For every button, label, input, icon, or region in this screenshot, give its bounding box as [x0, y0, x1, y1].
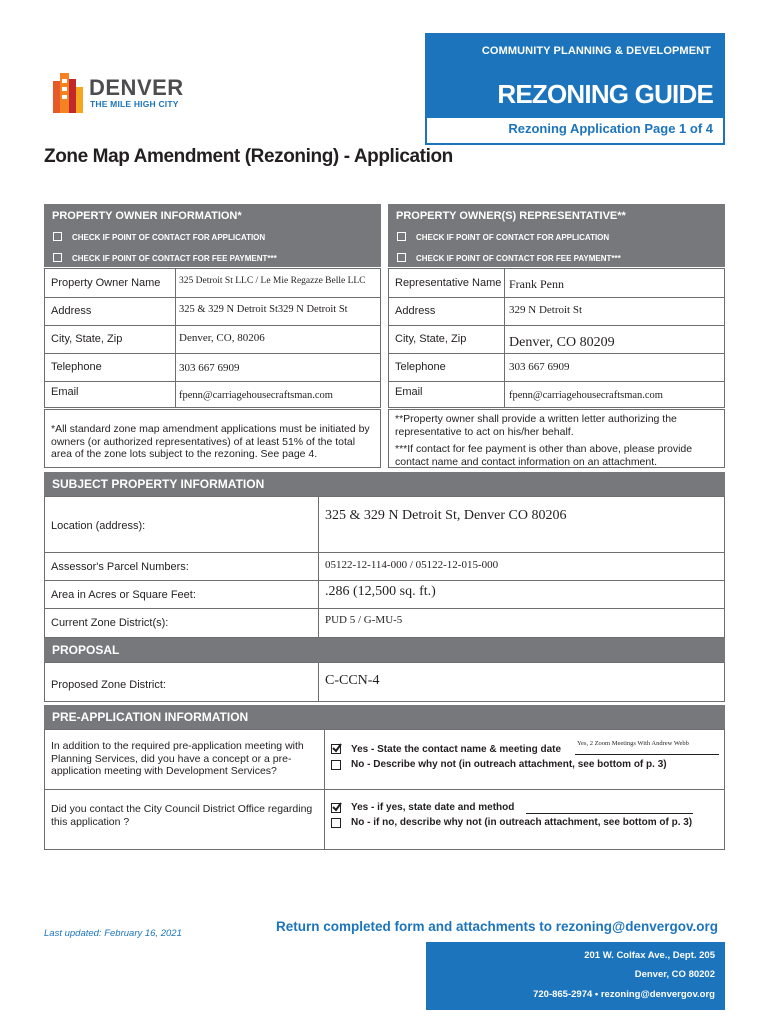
location-label: Location (address): [51, 520, 146, 532]
rep-info-band [388, 204, 725, 267]
q1-yes-checkbox[interactable] [331, 744, 341, 754]
rep-address-field[interactable]: 329 N Detroit St [509, 304, 583, 316]
proposed-zone-field[interactable]: C-CCN-4 [325, 673, 380, 688]
q2-yes-label: Yes - if yes, state date and method [351, 802, 515, 813]
owner-phone-label: Telephone [51, 361, 102, 373]
page-title: Zone Map Amendment (Rezoning) - Application [44, 146, 453, 167]
rep-footnote-box [388, 409, 725, 468]
check-icon [332, 743, 342, 753]
owner-info-band [44, 204, 381, 267]
proposed-zone-label: Proposed Zone District: [51, 679, 166, 691]
q2-no-label: No - if no, describe why not (in outreach attachment, see bottom of p. 3) [351, 817, 693, 828]
owner-name-field[interactable]: 325 Detroit St LLC / Le Mie Regazze Belle LLC [179, 276, 366, 286]
rep-table [388, 268, 725, 408]
footer-address-1: 201 W. Colfax Ave., Dept. 205 [584, 950, 715, 961]
department-name: COMMUNITY PLANNING & DEVELOPMENT [481, 45, 711, 57]
footer-contact-box [426, 942, 725, 1010]
location-field[interactable]: 325 & 329 N Detroit St, Denver CO 80206 [325, 508, 567, 523]
rep-phone-label: Telephone [395, 361, 446, 373]
header-box [425, 33, 725, 145]
owner-contact-checkbox[interactable] [53, 232, 62, 241]
rep-email-label: Email [395, 386, 423, 398]
proposal-heading: PROPOSAL [52, 643, 120, 657]
logo-wordmark: DENVER [89, 75, 184, 100]
subject-band [44, 472, 725, 496]
owner-email-field[interactable]: fpenn@carriagehousecraftsman.com [179, 390, 333, 401]
rep-footnote-2: ***If contact for fee payment is other than above, please provide contact name and contact information on an attachment. [395, 443, 693, 468]
proposal-table [44, 662, 725, 702]
q1-yes-value: Yes, 2 Zoom Meetings With Andrew Webb [577, 740, 689, 747]
parcel-field[interactable]: 05122-12-114-000 / 05122-12-015-000 [325, 559, 499, 571]
last-updated: Last updated: February 16, 2021 [44, 928, 182, 939]
area-field[interactable]: .286 (12,500 sq. ft.) [325, 584, 436, 599]
q1-no-label: No - Describe why not (in outreach attachment, see bottom of p. 3) [351, 759, 667, 770]
current-zone-label: Current Zone District(s): [51, 617, 169, 629]
subject-heading: SUBJECT PROPERTY INFORMATION [52, 477, 265, 491]
subject-table [44, 496, 725, 638]
rep-contact-checkbox-label: CHECK IF POINT OF CONTACT FOR APPLICATION [416, 233, 610, 242]
rep-name-label: Representative Name [395, 277, 502, 289]
parcel-label: Assessor's Parcel Numbers: [51, 561, 189, 573]
rep-name-field[interactable]: Frank Penn [509, 277, 564, 291]
owner-footnote-box [44, 409, 381, 468]
owner-address-label: Address [51, 305, 92, 317]
rep-phone-field[interactable]: 303 667 6909 [509, 361, 570, 373]
rep-footnote-1: **Property owner shall provide a written letter authorizing the representative to act on his/her behalf. [395, 413, 677, 438]
owner-footnote: *All standard zone map amendment applications must be initiated by owners (or authorized representatives) of at least 51% of the total area of the zone lots subject to the rezoning. See page 4. [51, 423, 370, 460]
q1-yes-label: Yes - State the contact name & meeting date [351, 744, 562, 755]
owner-info-heading: PROPERTY OWNER INFORMATION* [52, 210, 242, 222]
footer-contact[interactable]: 720-865-2974 • rezoning@denvergov.org [533, 989, 715, 1000]
rep-email-field[interactable]: fpenn@carriagehousecraftsman.com [509, 390, 663, 401]
q1-yes-field[interactable] [575, 740, 719, 755]
preapp-question-2: Did you contact the City Council District Office regarding this application ? [51, 803, 313, 828]
area-label: Area in Acres or Square Feet: [51, 589, 196, 601]
q1-no-checkbox[interactable] [331, 760, 341, 770]
guide-title: REZONING GUIDE [497, 79, 713, 109]
q2-no-checkbox[interactable] [331, 818, 341, 828]
preapp-table [44, 729, 725, 850]
q2-yes-checkbox[interactable] [331, 803, 341, 813]
owner-phone-field[interactable]: 303 667 6909 [179, 362, 240, 374]
owner-table [44, 268, 381, 408]
preapp-band [44, 705, 725, 729]
owner-fee-checkbox-label: CHECK IF POINT OF CONTACT FOR FEE PAYMENT*** [72, 254, 277, 263]
owner-name-label: Property Owner Name [51, 277, 161, 289]
current-zone-field[interactable]: PUD 5 / G-MU-5 [325, 614, 403, 626]
rep-city-field[interactable]: Denver, CO 80209 [509, 335, 615, 350]
owner-contact-checkbox-label: CHECK IF POINT OF CONTACT FOR APPLICATION [72, 233, 266, 242]
footer-address-2: Denver, CO 80202 [634, 969, 715, 980]
logo-tagline: THE MILE HIGH CITY [90, 99, 179, 109]
check-icon [332, 802, 342, 812]
return-instructions: Return completed form and attachments to rezoning@denvergov.org [276, 919, 718, 934]
q2-yes-field[interactable] [526, 802, 693, 814]
owner-fee-checkbox[interactable] [53, 253, 62, 262]
owner-city-field[interactable]: Denver, CO, 80206 [179, 332, 265, 344]
denver-logo [53, 73, 203, 113]
rep-fee-checkbox-label: CHECK IF POINT OF CONTACT FOR FEE PAYMENT*** [416, 254, 621, 263]
rep-city-label: City, State, Zip [395, 333, 467, 345]
owner-email-label: Email [51, 386, 79, 398]
proposal-band [44, 638, 725, 662]
owner-address-field[interactable]: 325 & 329 N Detroit St329 N Detroit St [179, 304, 348, 315]
rep-fee-checkbox[interactable] [397, 253, 406, 262]
header-banner [427, 35, 723, 118]
rep-contact-checkbox[interactable] [397, 232, 406, 241]
page-label: Rezoning Application Page 1 of 4 [508, 121, 713, 136]
rep-info-heading: PROPERTY OWNER(S) REPRESENTATIVE** [396, 210, 626, 222]
denver-logo-mark-icon [53, 73, 83, 113]
rep-address-label: Address [395, 305, 436, 317]
preapp-question-1: In addition to the required pre-application meeting with Planning Services, did you have a concept or a pre-application meeting with Development Services? [51, 740, 304, 777]
owner-city-label: City, State, Zip [51, 333, 123, 345]
preapp-heading: PRE-APPLICATION INFORMATION [52, 710, 249, 724]
